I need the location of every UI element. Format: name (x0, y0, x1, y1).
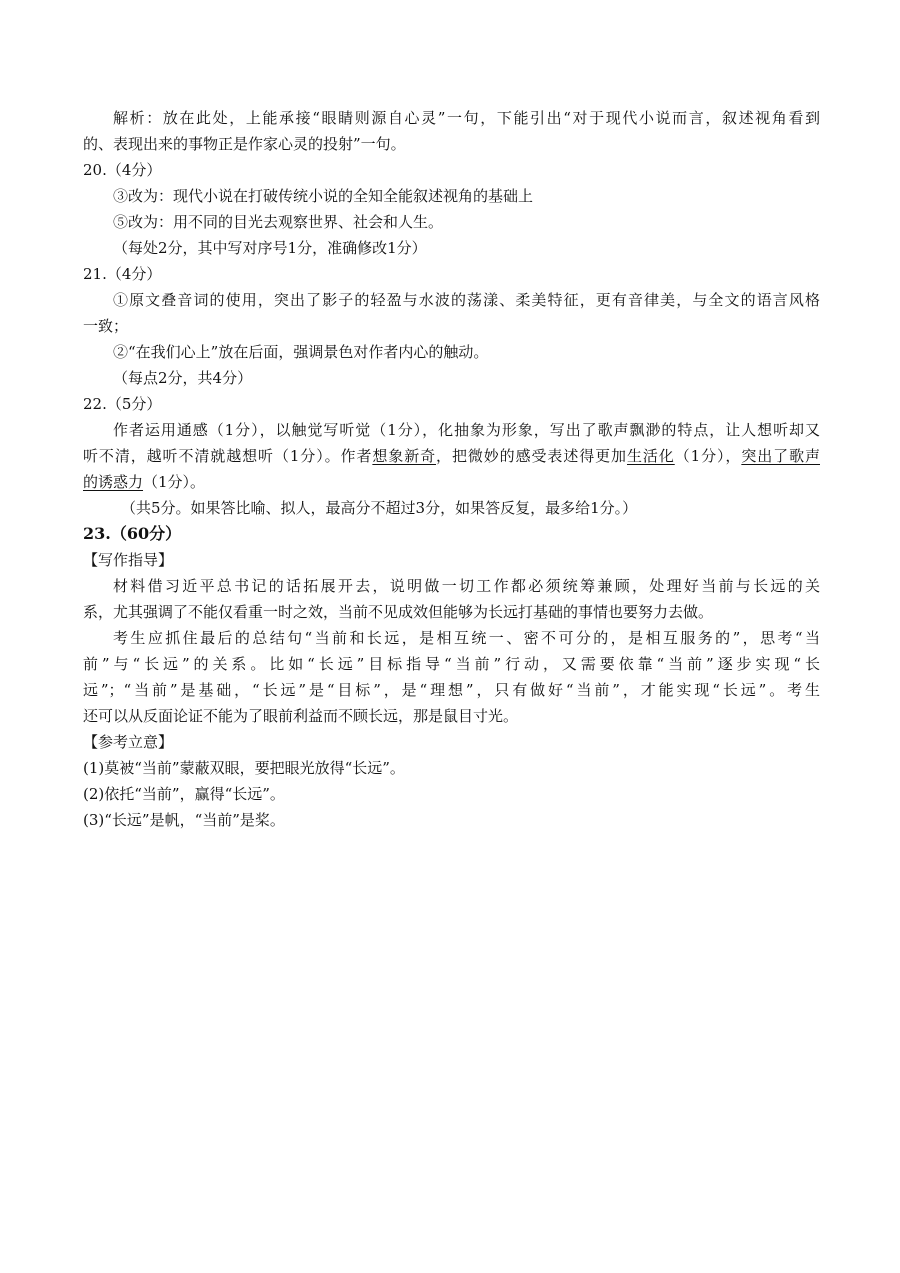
question-23 (83, 521, 820, 833)
scoring-note: （每点2分，共4分） (113, 369, 253, 387)
answer-line (83, 443, 820, 469)
reference-idea-item: (3)“长远”是帆，“当前”是桨。 (83, 811, 285, 829)
question-header: 23.（60分） (83, 524, 182, 543)
analysis-line: 解析：放在此处，上能承接“眼睛则源自心灵”一句，下能引出“对于现代小说而言，叙述视角看到 (113, 109, 820, 127)
reference-idea-item: (1)莫被“当前”蒙蔽双眼，要把眼光放得“长远”。 (83, 759, 405, 777)
answer-key-page (83, 105, 820, 833)
question-header: 22.（5分） (83, 395, 162, 413)
scoring-note: （每处2分，其中写对序号1分，准确修改1分） (113, 239, 427, 257)
guide-line: 系，尤其强调了不能仅看重一时之效，当前不见成效但能够为长远打基础的事情也要努力去做。 (83, 603, 714, 621)
guide-line: 考生应抓住最后的总结句“当前和长远，是相互统一、密不可分的，是相互服务的”，思考“当 (113, 629, 820, 647)
reference-idea-item: (2)依托“当前”，赢得“长远”。 (83, 785, 285, 803)
answer-text: （1分）， (674, 447, 742, 465)
answer-item: ②“在我们心上”放在后面，强调景色对作者内心的触动。 (113, 343, 489, 361)
analysis-line: 的、表现出来的事物正是作家心灵的投射”一句。 (83, 135, 406, 153)
analysis-paragraph (83, 105, 820, 157)
answer-item: ③改为：现代小说在打破传统小说的全知全能叙述视角的基础上 (113, 187, 534, 205)
section-title-writing-guide: 【写作指导】 (83, 551, 174, 569)
guide-line: 远”；“当前”是基础，“长远”是“目标”，是“理想”，只有做好“当前”，才能实现“长远”。考生 (83, 681, 820, 699)
answer-text: （1分）。 (143, 473, 206, 491)
answer-item: ⑤改为：用不同的目光去观察世界、社会和人生。 (113, 213, 444, 231)
guide-line: 还可以从反面论证不能为了眼前利益而不顾长远，那是鼠目寸光。 (83, 707, 519, 725)
question-header: 21.（4分） (83, 265, 162, 283)
scoring-note: （共5分。如果答比喻、拟人，最高分不超过3分，如果答反复，最多给1分。） (121, 499, 638, 517)
underlined-phrase: 生活化 (626, 447, 675, 465)
section-title-reference-ideas: 【参考立意】 (83, 733, 174, 751)
underlined-phrase: 想象新奇 (372, 447, 437, 465)
question-20 (83, 157, 820, 261)
answer-item: ①原文叠音词的使用，突出了影子的轻盈与水波的荡漾、柔美特征，更有音律美，与全文的语言风格 (113, 291, 820, 309)
underlined-phrase: 突出了歌声 (741, 447, 820, 465)
question-21 (83, 261, 820, 391)
guide-line: 材料借习近平总书记的话拓展开去，说明做一切工作都必须统筹兼顾，处理好当前与长远的关 (113, 577, 820, 595)
answer-text: ，把微妙的感受表述得更加 (436, 447, 627, 465)
answer-text: 听不清，越听不清就越想听（1分）。作者 (83, 447, 373, 465)
answer-line: 作者运用通感（1分），以触觉写听觉（1分），化抽象为形象，写出了歌声飘渺的特点，让人想听却又 (113, 421, 820, 439)
guide-line: 前”与“长远”的关系。比如“长远”目标指导“当前”行动，又需要依靠“当前”逐步实现“长 (83, 655, 820, 673)
answer-item: 一致； (83, 317, 129, 335)
answer-line (83, 469, 820, 495)
question-22 (83, 391, 820, 521)
underlined-phrase: 的诱惑力 (83, 473, 144, 491)
question-header: 20.（4分） (83, 161, 162, 179)
